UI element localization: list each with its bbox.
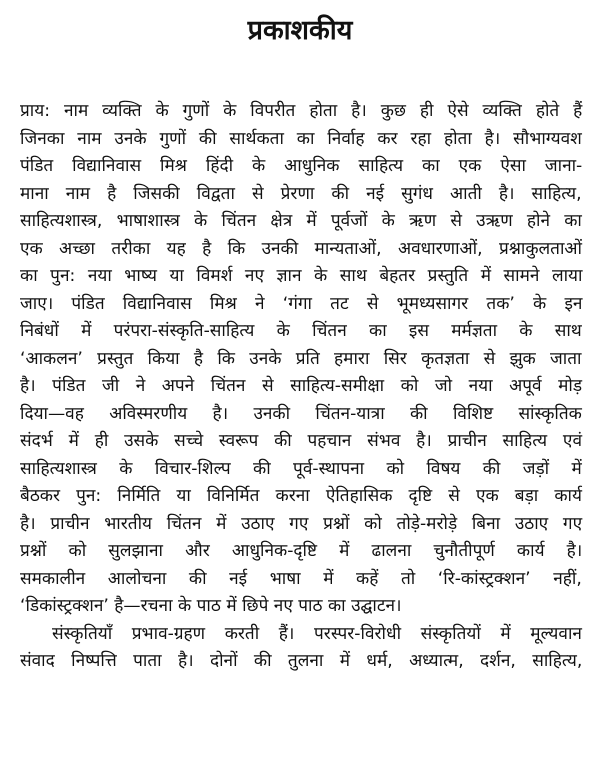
text-line: का पुन: नया भाष्य या विमर्श नए ज्ञान के साथ बेहतर प्रस्तुति में सामने लाया bbox=[20, 266, 583, 286]
text-line: पंडित विद्यानिवास मिश्र हिंदी के आधुनिक साहित्य का एक ऐसा जाना- bbox=[20, 156, 583, 176]
text-line: ‘आकलन’ प्रस्तुत किया है कि उनके प्रति हमारा सिर कृतज्ञता से झुक जाता bbox=[20, 348, 582, 369]
text-line: संस्कृतियाँ प्रभाव-ग्रहण करती हैं। परस्पर-विरोधी संस्कृतियों में मूल्यवान bbox=[52, 623, 582, 644]
text-line: साहित्यशास्त्र के विचार-शिल्प की पूर्व-स्थापना को विषय की जड़ों में bbox=[20, 458, 582, 479]
text-line: साहित्यशास्त्र, भाषाशास्त्र के चिंतन क्षेत्र में पूर्वजों के ऋण से उऋण होने का bbox=[20, 211, 582, 231]
text-line: जिनका नाम उनके गुणों की सार्थकता का निर्वाह कर रहा होता है। सौभाग्यवश bbox=[20, 128, 582, 149]
text-line: दिया—वह अविस्मरणीय है। उनकी चिंतन-यात्रा की विशिष्ट सांस्कृतिक bbox=[20, 403, 582, 424]
text-line: संवाद निष्पत्ति पाता है। दोनों की तुलना में धर्म, अध्यात्म, दर्शन, साहित्य, bbox=[20, 651, 583, 671]
text-line: है। प्राचीन भारतीय चिंतन में उठाए गए प्रश्नों को तोड़े-मरोड़े बिना उठाए गए bbox=[20, 513, 583, 534]
text-line: बैठकर पुन: निर्मिति या विनिर्मित करना ऐतिहासिक दृष्टि से एक बड़ा कार्य bbox=[20, 486, 582, 506]
page-title: प्रकाशकीय bbox=[247, 15, 353, 46]
paragraph-1 bbox=[20, 98, 582, 621]
text-line: जाए। पंडित विद्यानिवास मिश्र ने ‘गंगा तट से भूमध्यसागर तक’ के इन bbox=[20, 293, 583, 314]
text-line: प्रश्नों को सुलझाना और आधुनिक-दृष्टि में ढालना चुनौतीपूर्ण कार्य है। bbox=[20, 541, 583, 561]
text-line: ‘डिकांस्ट्रक्शन’ है—रचना के पाठ में छिपे नए पाठ का उद्घाटन। bbox=[20, 596, 402, 616]
text-line: है। पंडित जी ने अपने चिंतन से साहित्य-समीक्षा को जो नया अपूर्व मोड़ bbox=[20, 376, 583, 396]
body-text bbox=[20, 98, 582, 676]
text-line: प्राय: नाम व्यक्ति के गुणों के विपरीत होता है। कुछ ही ऐसे व्यक्ति होते हैं bbox=[20, 101, 583, 121]
text-line: माना नाम है जिसकी विद्वता से प्रेरणा की नई सुगंध आती है। साहित्य, bbox=[20, 183, 582, 204]
text-line: समकालीन आलोचना की नई भाषा में कहें तो ‘रि-कांस्ट्रक्शन’ नहीं, bbox=[20, 568, 582, 589]
text-line: एक अच्छा तरीका यह है कि उनकी मान्यताओं, अवधारणाओं, प्रश्नाकुलताओं bbox=[20, 238, 582, 259]
text-line: संदर्भ में ही उसके सच्चे स्वरूप की पहचान संभव है। प्राचीन साहित्य एवं bbox=[20, 431, 582, 451]
text-line: निबंधों में परंपरा-संस्कृति-साहित्य के चिंतन का इस मर्मज्ञता के साथ bbox=[20, 321, 582, 341]
paragraph-2 bbox=[20, 621, 582, 676]
